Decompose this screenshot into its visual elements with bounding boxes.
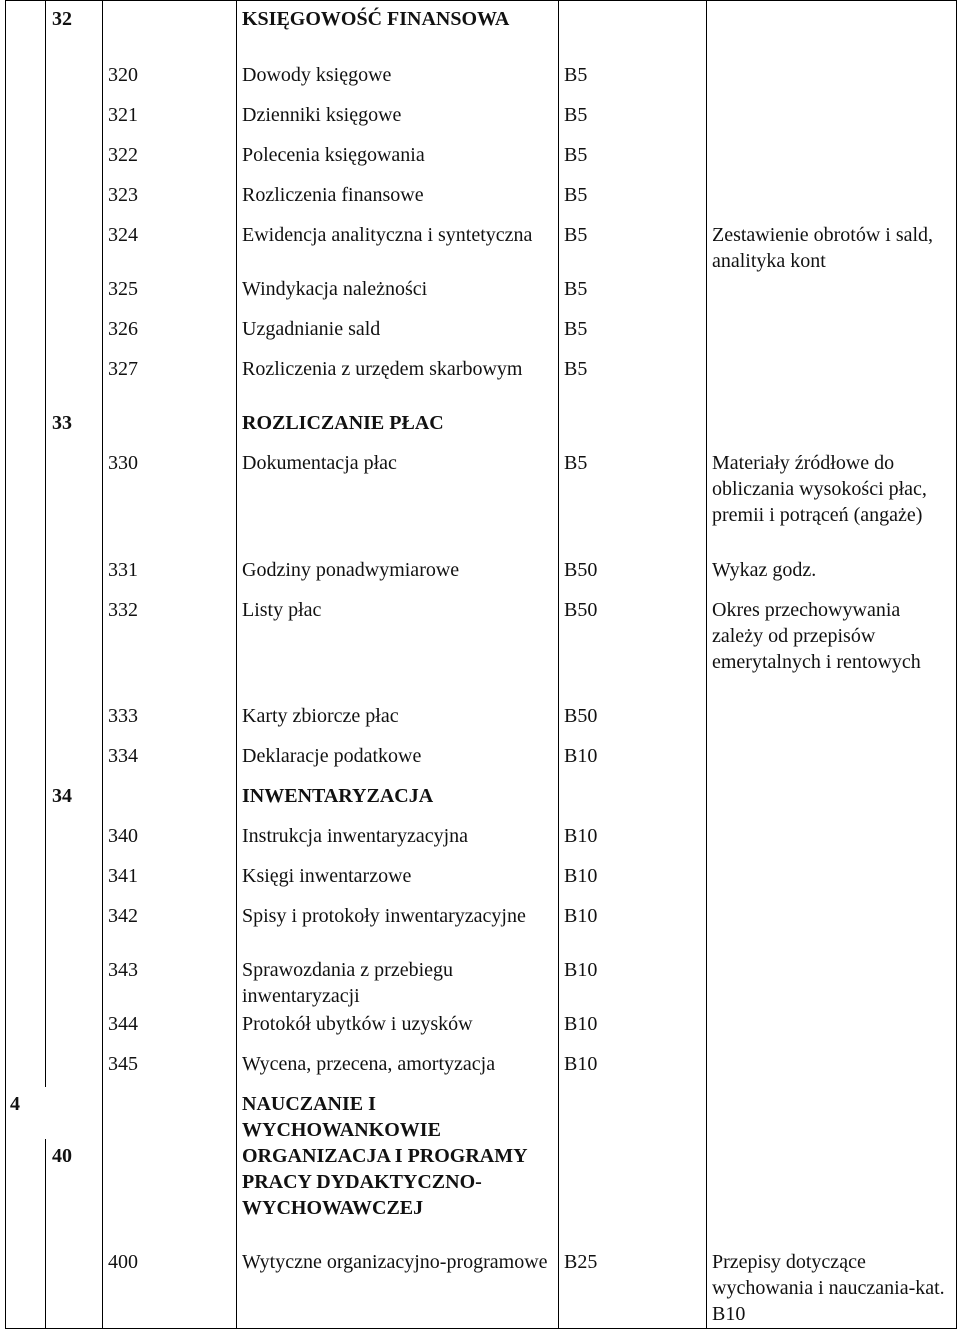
entry-title: NAUCZANIE I WYCHOWANKOWIE (242, 1093, 441, 1141)
level3-code: 331 (108, 559, 138, 581)
level3-code: 334 (108, 745, 138, 767)
archive-category: B10 (564, 959, 598, 981)
entry-title: Dowody księgowe (242, 64, 392, 86)
level2-code: 32 (52, 8, 72, 30)
table-border-top (5, 0, 957, 1)
column-divider-level2-lower (45, 1139, 46, 1329)
level3-code: 400 (108, 1251, 138, 1273)
archive-category: B10 (564, 825, 598, 847)
level3-code: 344 (108, 1013, 138, 1035)
entry-title: Polecenia księgowania (242, 144, 425, 166)
table-border-left (5, 0, 6, 1329)
level3-code: 322 (108, 144, 138, 166)
level3-code: 325 (108, 278, 138, 300)
level3-code: 332 (108, 599, 138, 621)
level3-code: 341 (108, 865, 138, 887)
column-divider-level2 (45, 0, 46, 1087)
entry-title: Godziny ponadwymiarowe (242, 559, 460, 581)
entry-notes: Przepisy dotyczące wychowania i nauczania-kat. B10 (712, 1251, 945, 1325)
archive-category: B50 (564, 559, 598, 581)
column-divider-notes (706, 0, 707, 1329)
level3-code: 345 (108, 1053, 138, 1075)
entry-title: Wytyczne organizacyjno-programowe (242, 1251, 548, 1273)
level3-code: 326 (108, 318, 138, 340)
entry-title: Listy płac (242, 599, 322, 621)
entry-title: ORGANIZACJA I PROGRAMY PRACY DYDAKTYCZNO-WYCHOWAWCZEJ (242, 1145, 527, 1219)
entry-title: Karty zbiorcze płac (242, 705, 399, 727)
level2-code: 34 (52, 785, 72, 807)
archive-category: B5 (564, 144, 588, 166)
column-divider-level3 (102, 0, 103, 1329)
entry-title: Rozliczenia finansowe (242, 184, 424, 206)
entry-title: Protokół ubytków i uzysków (242, 1013, 473, 1035)
archive-category: B10 (564, 1013, 598, 1035)
level3-code: 324 (108, 224, 138, 246)
archive-category: B10 (564, 905, 598, 927)
entry-title: Windykacja należności (242, 278, 428, 300)
entry-title: Dzienniki księgowe (242, 104, 402, 126)
archive-category: B50 (564, 705, 598, 727)
table-border-right (956, 0, 957, 1329)
level2-code: 33 (52, 412, 72, 434)
level3-code: 343 (108, 959, 138, 981)
level3-code: 340 (108, 825, 138, 847)
entry-title: Sprawozdania z przebiegu inwentaryzacji (242, 959, 454, 1007)
column-divider-title (236, 0, 237, 1329)
level3-code: 323 (108, 184, 138, 206)
entry-title: KSIĘGOWOŚĆ FINANSOWA (242, 8, 510, 30)
level1-code: 4 (10, 1093, 20, 1115)
archive-category: B5 (564, 64, 588, 86)
archive-category: B50 (564, 599, 598, 621)
entry-notes: Wykaz godz. (712, 559, 817, 581)
archive-category: B10 (564, 1053, 598, 1075)
archive-category: B5 (564, 184, 588, 206)
level2-code: 40 (52, 1145, 72, 1167)
entry-title: Deklaracje podatkowe (242, 745, 422, 767)
column-divider-category (558, 0, 559, 1329)
entry-title: Uzgadnianie sald (242, 318, 381, 340)
archive-category: B5 (564, 224, 588, 246)
level3-code: 320 (108, 64, 138, 86)
archive-category: B5 (564, 104, 588, 126)
archive-category: B5 (564, 358, 588, 380)
entry-notes: Okres przechowywania zależy od przepisów emerytalnych i rentowych (712, 599, 921, 673)
entry-notes: Materiały źródłowe do obliczania wysokości płac, premii i potrąceń (angaże) (712, 452, 927, 526)
entry-title: ROZLICZANIE PŁAC (242, 412, 444, 434)
archive-category: B5 (564, 278, 588, 300)
level3-code: 327 (108, 358, 138, 380)
entry-title: Instrukcja inwentaryzacyjna (242, 825, 469, 847)
entry-title: Ewidencja analityczna i syntetyczna (242, 224, 533, 246)
level3-code: 333 (108, 705, 138, 727)
level3-code: 330 (108, 452, 138, 474)
entry-title: Rozliczenia z urzędem skarbowym (242, 358, 523, 380)
archive-category: B10 (564, 865, 598, 887)
archive-category: B5 (564, 452, 588, 474)
level3-code: 321 (108, 104, 138, 126)
archive-category: B25 (564, 1251, 598, 1273)
entry-title: Księgi inwentarzowe (242, 865, 412, 887)
archive-category: B5 (564, 318, 588, 340)
entry-title: Spisy i protokoły inwentaryzacyjne (242, 905, 526, 927)
level3-code: 342 (108, 905, 138, 927)
entry-notes: Zestawienie obrotów i sald, analityka kont (712, 224, 934, 272)
entry-title: Wycena, przecena, amortyzacja (242, 1053, 496, 1075)
entry-title: Dokumentacja płac (242, 452, 397, 474)
archive-category: B10 (564, 745, 598, 767)
entry-title: INWENTARYZACJA (242, 785, 434, 807)
